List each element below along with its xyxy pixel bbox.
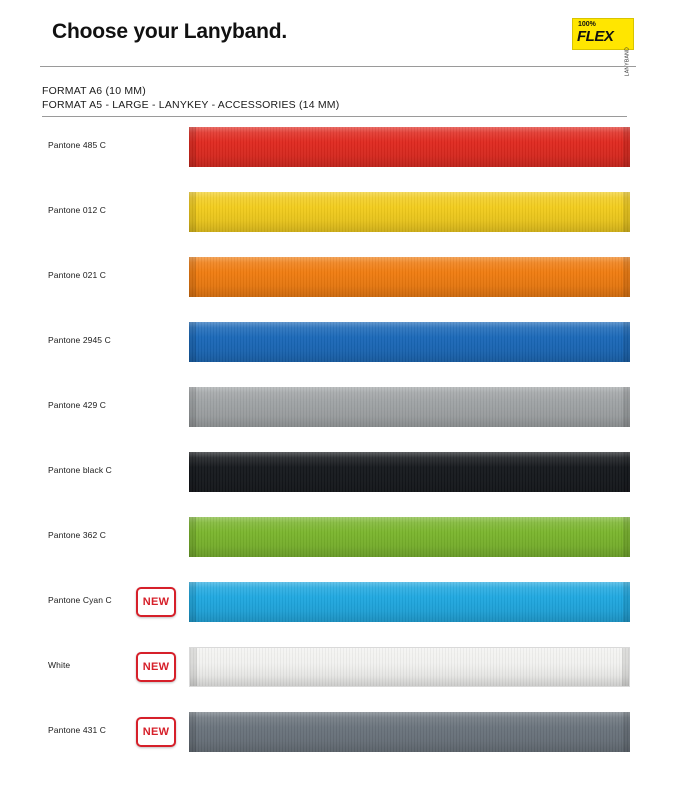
- color-row[interactable]: [0, 443, 674, 508]
- band-edge-right: [623, 517, 630, 557]
- color-label: Pantone 021 C: [48, 270, 107, 280]
- page-title: Choose your Lanyband.: [52, 20, 287, 43]
- lanyard-band: [189, 387, 630, 427]
- color-row[interactable]: [0, 573, 674, 638]
- band-edge-left: [189, 257, 196, 297]
- color-row[interactable]: [0, 248, 674, 313]
- band-edge-right: [623, 712, 630, 752]
- color-list: [0, 118, 674, 768]
- new-badge: NEW: [136, 587, 176, 617]
- band-edge-left: [189, 192, 196, 232]
- band-edge-right: [623, 582, 630, 622]
- color-swatch[interactable]: [189, 712, 630, 752]
- band-edge-left: [190, 648, 197, 686]
- new-badge: NEW: [136, 717, 176, 747]
- band-edge-left: [189, 582, 196, 622]
- color-row[interactable]: [0, 508, 674, 573]
- lanyard-band: [189, 712, 630, 752]
- color-swatch[interactable]: [189, 647, 630, 687]
- band-edge-left: [189, 322, 196, 362]
- page-header: [0, 0, 674, 77]
- color-label: White: [48, 660, 71, 670]
- band-edge-left: [189, 712, 196, 752]
- color-row[interactable]: [0, 313, 674, 378]
- lanyard-band: [189, 322, 630, 362]
- lanyard-band: [189, 647, 630, 687]
- color-swatch[interactable]: [189, 452, 630, 492]
- color-swatch[interactable]: [189, 127, 630, 167]
- color-row[interactable]: [0, 118, 674, 183]
- band-edge-left: [189, 452, 196, 492]
- color-row[interactable]: [0, 703, 674, 768]
- band-edge-left: [189, 127, 196, 167]
- color-label: Pantone 2945 C: [48, 335, 111, 345]
- color-row[interactable]: [0, 638, 674, 703]
- color-label: Pantone 012 C: [48, 205, 107, 215]
- lanyard-band: [189, 582, 630, 622]
- band-edge-right: [623, 387, 630, 427]
- format-divider: [42, 116, 627, 117]
- band-edge-right: [623, 322, 630, 362]
- header-divider: [40, 66, 636, 67]
- color-label: Pantone black C: [48, 465, 112, 475]
- band-edge-right: [623, 127, 630, 167]
- format-line-a5: FORMAT A5 - LARGE - LANYKEY - ACCESSORIES (14 MM): [42, 99, 340, 111]
- logo-side-text: LANYBAND: [624, 47, 630, 77]
- new-badge: NEW: [136, 652, 176, 682]
- brand-logo: [572, 18, 634, 77]
- lanyard-band: [189, 452, 630, 492]
- format-line-a6: FORMAT A6 (10 MM): [42, 85, 146, 97]
- color-swatch[interactable]: [189, 582, 630, 622]
- logo-top-text: 100%: [578, 21, 596, 28]
- color-swatch[interactable]: [189, 192, 630, 232]
- format-block: [42, 84, 627, 117]
- band-edge-right: [623, 452, 630, 492]
- lanyard-band: [189, 192, 630, 232]
- band-edge-right: [623, 192, 630, 232]
- color-label: Pantone 429 C: [48, 400, 107, 410]
- color-swatch[interactable]: [189, 322, 630, 362]
- color-swatch[interactable]: [189, 257, 630, 297]
- color-label: Pantone 362 C: [48, 530, 107, 540]
- color-label: Pantone 431 C: [48, 725, 107, 735]
- color-swatch[interactable]: [189, 387, 630, 427]
- color-swatch[interactable]: [189, 517, 630, 557]
- logo-main-text: FLEX: [577, 28, 614, 45]
- color-row[interactable]: [0, 183, 674, 248]
- band-edge-right: [623, 257, 630, 297]
- color-row[interactable]: [0, 378, 674, 443]
- lanyard-band: [189, 127, 630, 167]
- lanyard-band: [189, 257, 630, 297]
- band-edge-left: [189, 387, 196, 427]
- band-edge-right: [622, 648, 629, 686]
- lanyard-band: [189, 517, 630, 557]
- color-label: Pantone Cyan C: [48, 595, 112, 605]
- band-edge-left: [189, 517, 196, 557]
- color-label: Pantone 485 C: [48, 140, 107, 150]
